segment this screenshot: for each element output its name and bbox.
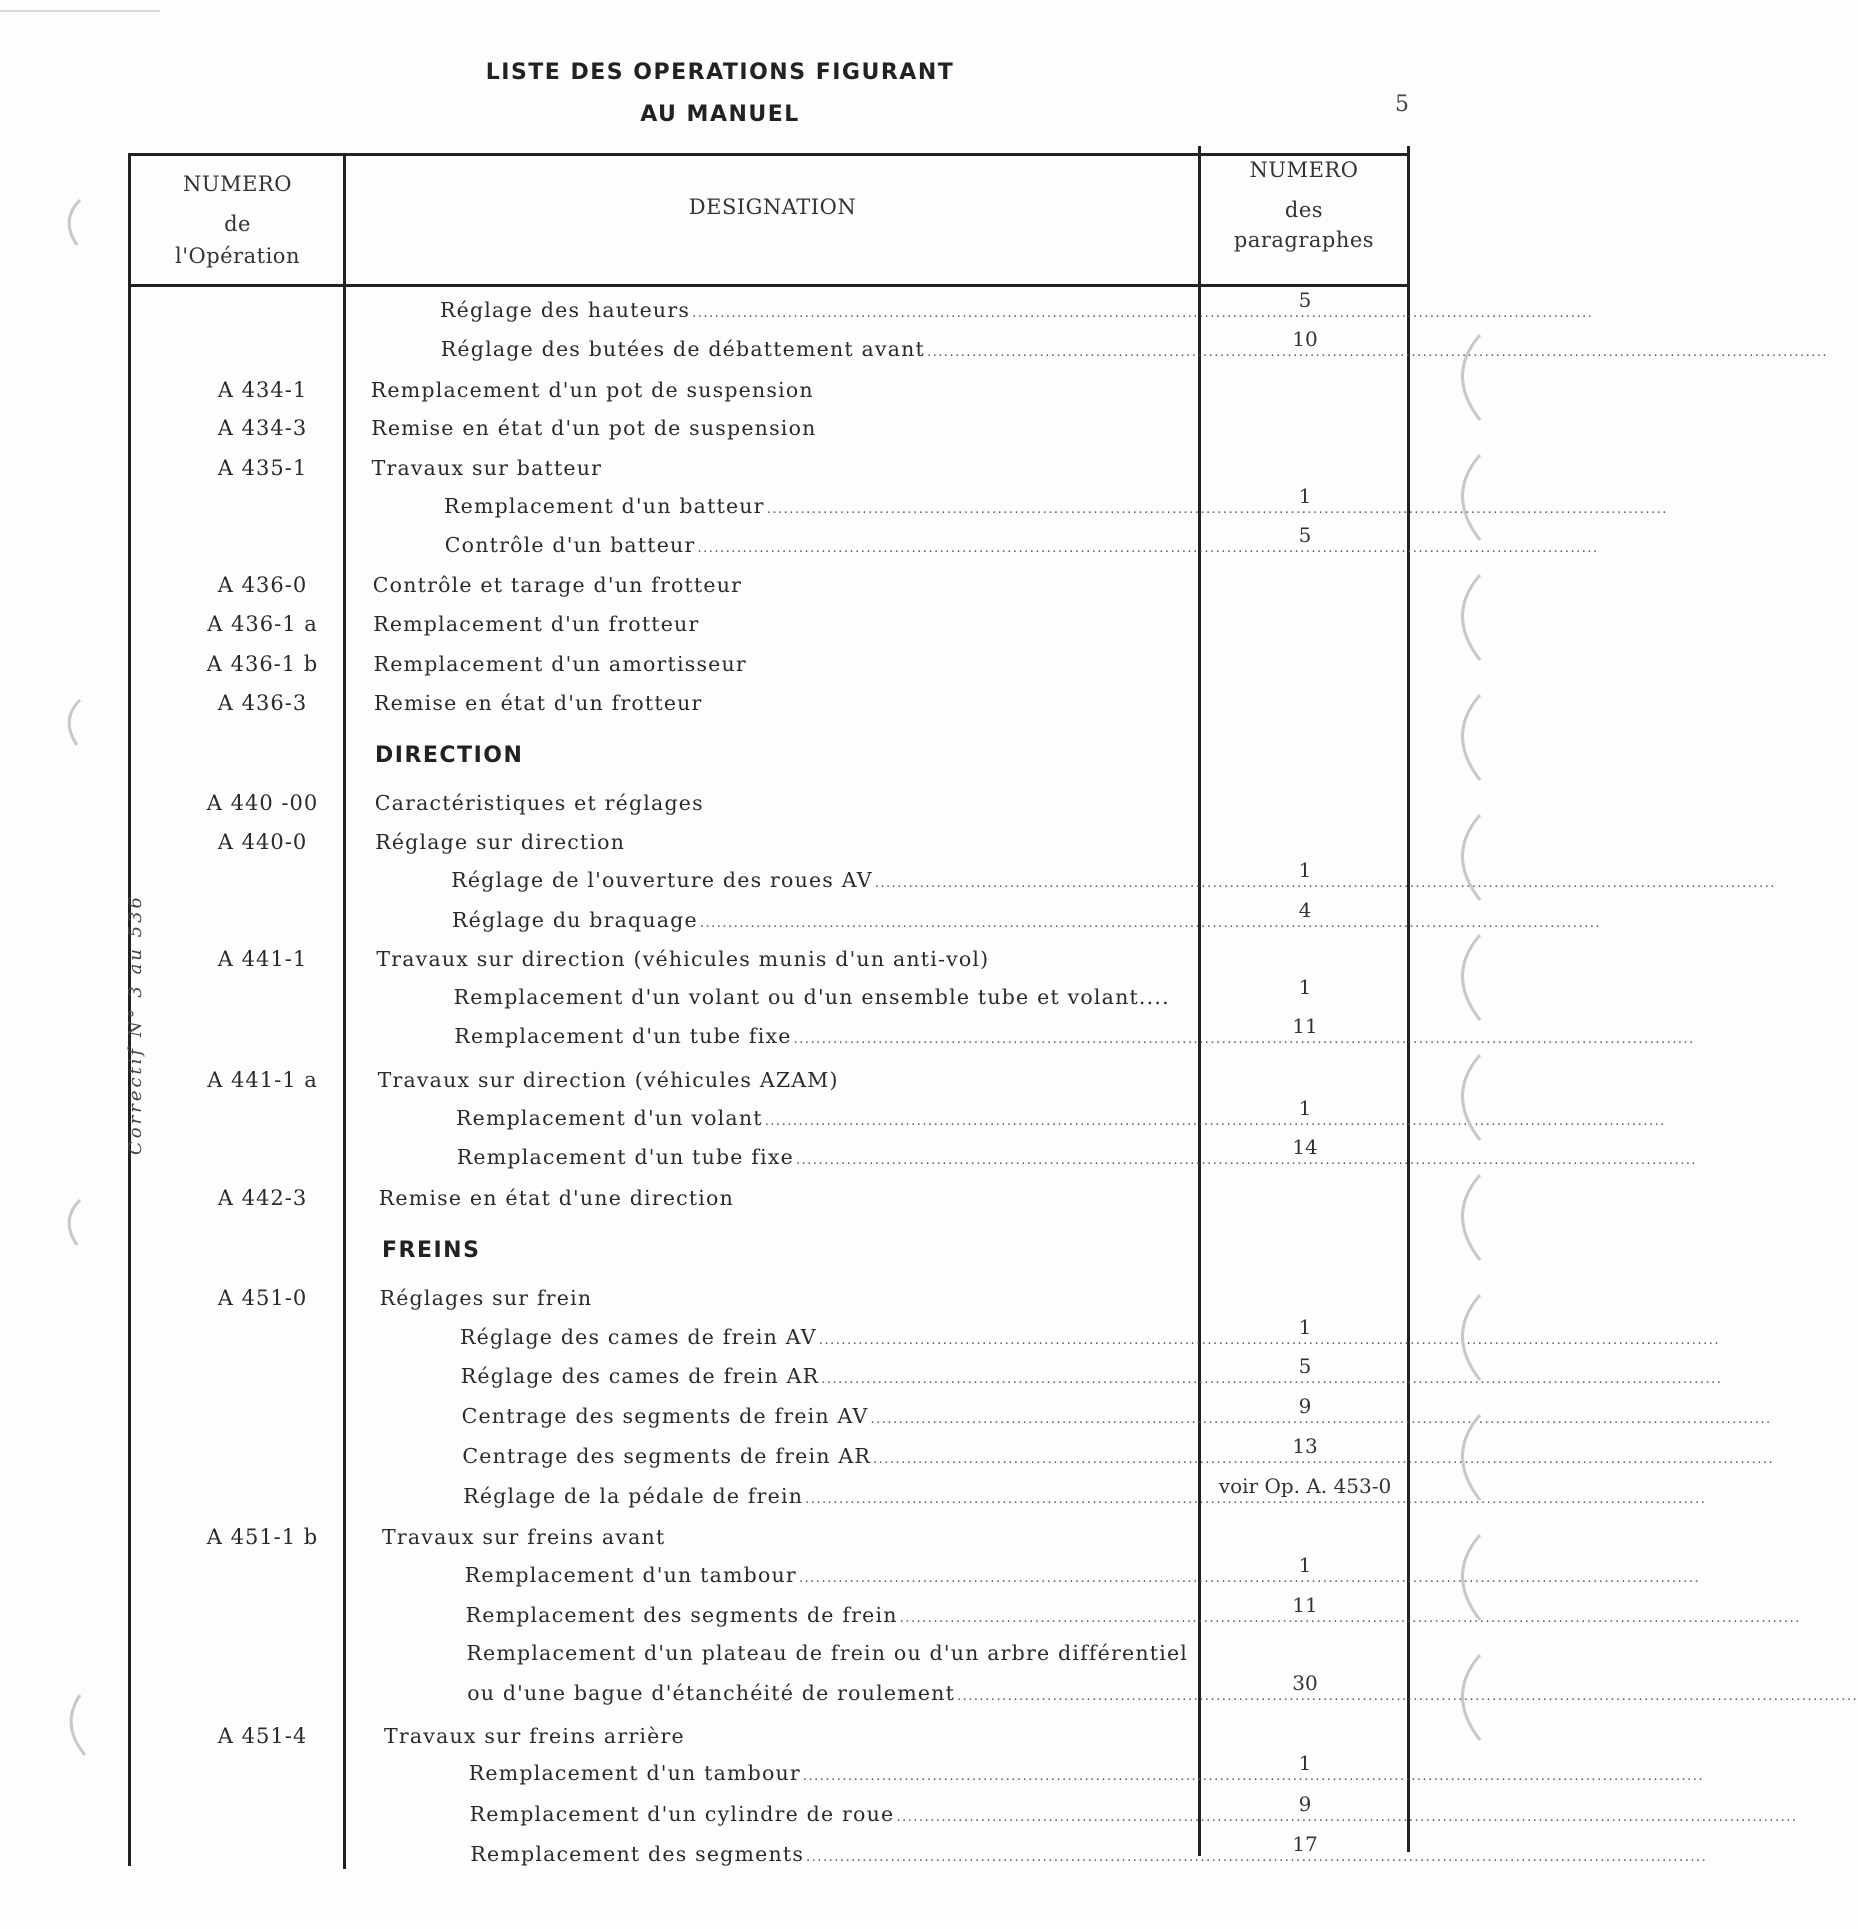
designation-entry [444,494,1668,518]
dot-leader: ................................................................................................................................................................ [798,1571,1701,1586]
column-header-operation-line-3: l'Opération [175,244,300,268]
paragraph-number: 5 [1298,288,1312,312]
designation-text: Remise en état d'une direction [378,1186,734,1210]
designation-entry [444,533,1599,557]
designation-text: Remplacement des segments [470,1842,805,1866]
designation-entry [375,791,1190,815]
designation-entry [384,1724,1190,1748]
dot-leader: ................................................................................................................................................................ [793,1032,1695,1047]
section-heading: FREINS [382,1238,481,1263]
designation-entry [460,1364,1723,1388]
designation-entry [464,1563,1701,1587]
operation-code: A 441-1 a [207,1068,318,1092]
designation-text: Réglage sur direction [375,830,626,854]
designation-entry [375,830,1190,854]
designation-text: Réglage des butées de débattement avant [440,337,925,361]
left-punch-marks-icon [55,195,95,1765]
designation-entry [460,1325,1720,1349]
designation-entry [374,691,1190,715]
designation-entry [371,378,1190,402]
operation-code: A 442-3 [217,1186,308,1210]
paragraph-number: voir Op. A. 453-0 [1218,1474,1392,1498]
operation-code: A 435-1 [217,456,308,480]
paragraph-number: 1 [1298,1096,1312,1120]
designation-entry [380,1286,1190,1310]
designation-text: Remise en état d'un frotteur [374,691,703,715]
dot-leader: ................................................................................................................................................................ [795,1153,1698,1168]
column-header-designation: DESIGNATION [688,195,857,219]
page-heading-line-1: LISTE DES OPERATIONS FIGURANT [485,60,955,85]
operation-code: A 451-1 b [206,1525,319,1549]
paragraph-number: 9 [1298,1792,1312,1816]
designation-text: Remplacement d'un volant ou d'un ensemble tube et volant.... [453,985,1170,1009]
operation-code: A 441-1 [217,947,308,971]
dot-leader: ................................................................................................................................................................ [818,1333,1720,1348]
operation-code: A 436-1 a [207,612,318,636]
designation-text: Réglage des hauteurs [440,298,691,322]
operation-code: A 436-0 [217,573,308,597]
margin-note: Correctif N° 3 au 536 [125,894,146,1155]
dot-leader: ................................................................................................................................................................ [692,306,1594,321]
paragraph-number: 1 [1298,858,1312,882]
designation-entry [466,1641,1190,1665]
section-heading: DIRECTION [375,743,524,768]
designation-entry [379,1186,1190,1210]
designation-entry [469,1802,1798,1826]
designation-entry [376,947,1190,971]
designation-text: Remplacement d'un frotteur [373,612,700,636]
designation-text: ou d'une bague d'étanchéité de roulement [467,1681,956,1705]
page-heading-line-2: AU MANUEL [640,102,800,127]
dot-leader: ................................................................................................................................................................ [899,1611,1801,1626]
paragraph-number: 1 [1298,1553,1312,1577]
dot-leader: ................................................................................................................................................................ [766,502,1668,517]
dot-leader: ................................................................................................................................................................ [806,1850,1708,1865]
designation-text: Remplacement d'un tube fixe [454,1024,792,1048]
designation-text: Remplacement d'un amortisseur [373,652,747,676]
paragraph-number: 5 [1298,523,1312,547]
designation-entry [382,1525,1190,1549]
dot-leader: ................................................................................................................................................................ [870,1412,1772,1427]
paragraph-number: 10 [1292,327,1318,351]
column-header-paragraphs-line-2: des [1284,198,1324,222]
dot-leader: ................................................................................................................................................................ [764,1114,1666,1129]
designation-entry [440,298,1594,322]
designation-text: Réglage du braquage [452,908,698,932]
designation-text: Remplacement d'un tube fixe [456,1145,794,1169]
paragraph-number: 17 [1292,1832,1318,1856]
operation-code: A 451-4 [217,1724,308,1748]
dot-leader: ................................................................................................................................................................ [697,541,1599,556]
designation-text: Contrôle et tarage d'un frotteur [372,573,743,597]
column-divider-left [343,153,346,1869]
designation-entry [452,908,1601,932]
designation-text: Remplacement d'un volant [456,1106,763,1130]
dot-leader: ................................................................................................................................................................ [821,1372,1723,1387]
designation-text: Remplacement d'un pot de suspension [370,378,814,402]
operation-code: A 436-1 b [206,652,319,676]
binder-punch-holes-icon [1440,330,1500,1750]
operation-code: A 440-0 [217,830,308,854]
paragraph-number: 9 [1298,1394,1312,1418]
paragraph-number: 1 [1298,1751,1312,1775]
designation-text: Remplacement d'un tambour [464,1563,797,1587]
designation-text: Remplacement d'un plateau de frein ou d'un arbre différentiel [466,1641,1189,1665]
designation-text: Remise en état d'un pot de suspension [371,416,817,440]
designation-text: Remplacement des segments de frein [465,1603,898,1627]
dot-leader: ................................................................................................................................................................ [896,1810,1798,1825]
paragraph-number: 1 [1298,484,1312,508]
designation-text: Réglages sur frein [379,1286,593,1310]
designation-entry [456,1106,1666,1130]
designation-text: Travaux sur direction (véhicules AZAM) [377,1068,839,1092]
scan-top-mark [0,10,160,12]
designation-text: Travaux sur batteur [371,456,603,480]
designation-text: Réglage des cames de frein AR [460,1364,820,1388]
designation-text: Réglage de l'ouverture des roues AV [451,868,873,892]
dot-leader: ................................................................................................................................................................ [802,1769,1705,1784]
designation-text: Caractéristiques et réglages [374,791,704,815]
paragraph-number: 14 [1292,1135,1318,1159]
designation-text: Centrage des segments de frein AV [461,1404,869,1428]
table-header-divider [128,284,1410,287]
paragraph-number: 4 [1298,898,1312,922]
dot-leader: ................................................................................................................................................................ [872,1452,1775,1467]
designation-text: Centrage des segments de frein AR [462,1444,871,1468]
paragraph-number: 1 [1298,1315,1312,1339]
operation-code: A 436-3 [217,691,308,715]
paragraph-number: 11 [1292,1014,1318,1038]
designation-text: Réglage de la pédale de frein [463,1484,804,1508]
designation-text: Remplacement d'un batteur [444,494,765,518]
operation-code: A 434-1 [217,378,308,402]
column-header-paragraphs-line-1: NUMERO [1249,158,1359,182]
column-header-paragraphs-line-3: paragraphes [1233,228,1375,252]
designation-text: Contrôle d'un batteur [444,533,696,557]
designation-entry [454,985,1190,1009]
paragraph-number: 13 [1292,1434,1318,1458]
operation-code: A 451-0 [217,1286,308,1310]
designation-entry [373,573,1190,597]
designation-text: Remplacement d'un tambour [468,1761,801,1785]
dot-leader: ................................................................................................................................................................ [926,345,1829,360]
designation-entry [371,416,1190,440]
designation-entry [374,652,1190,676]
paragraph-number: 30 [1292,1671,1318,1695]
designation-text: Travaux sur freins arrière [384,1724,685,1748]
designation-entry [373,612,1190,636]
designation-text: Travaux sur freins avant [382,1525,666,1549]
designation-text: Travaux sur direction (véhicules munis d'un anti-vol) [376,947,990,971]
dot-leader: ................................................................................................................................................................ [805,1492,1707,1507]
operation-code: A 440 -00 [206,791,319,815]
paragraph-number: 1 [1298,975,1312,999]
page-number: 5 [1395,92,1409,117]
column-header-operation-line-2: de [224,212,251,236]
designation-text: Remplacement d'un cylindre de roue [469,1802,895,1826]
designation-text: Réglage des cames de frein AV [460,1325,817,1349]
paragraph-number: 5 [1298,1354,1312,1378]
designation-entry [468,1761,1705,1785]
designation-entry [461,1404,1772,1428]
operation-code: A 434-3 [217,416,308,440]
designation-entry [378,1068,1190,1092]
dot-leader: ................................................................................................................................................................ [699,916,1601,931]
paragraph-number: 11 [1292,1593,1318,1617]
designation-entry [451,868,1776,892]
dot-leader: ................................................................................................................................................................ [957,1689,1858,1704]
dot-leader: ................................................................................................................................................................ [874,876,1776,891]
designation-entry [372,456,1190,480]
column-header-operation-line-1: NUMERO [183,172,292,196]
